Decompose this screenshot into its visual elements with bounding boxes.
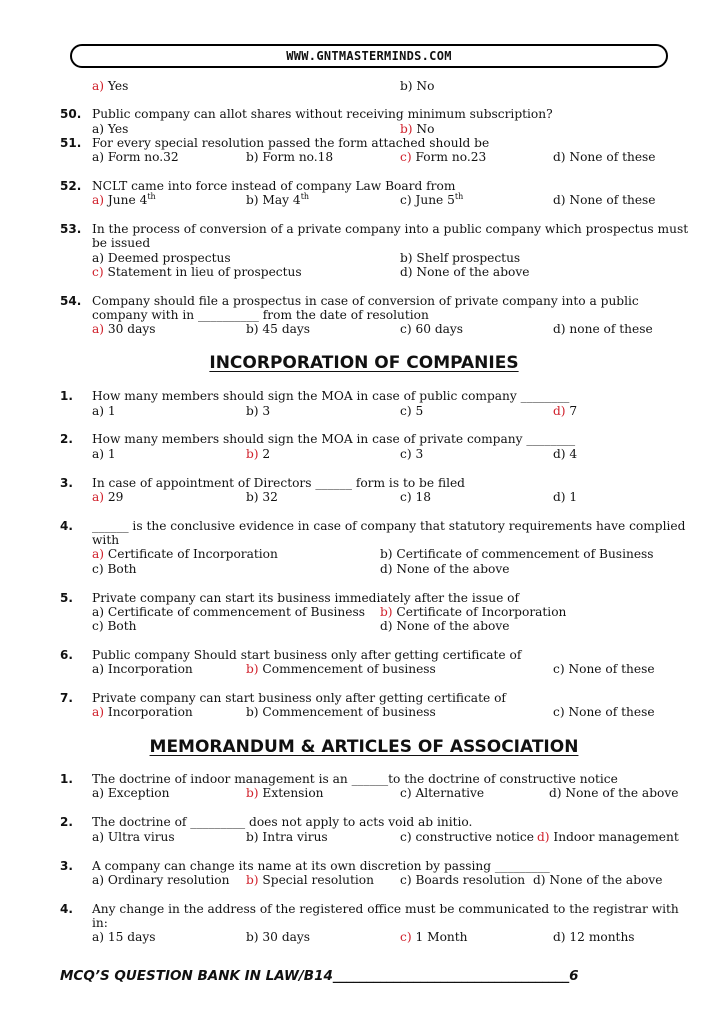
line-text: Private company can start business only after getting certificate of <box>92 691 506 705</box>
question-line <box>380 547 654 561</box>
question-line <box>246 873 374 887</box>
line-text: c) None of these <box>553 662 655 676</box>
question-line <box>246 930 310 944</box>
line-text: in: <box>92 916 108 930</box>
question-line <box>553 930 635 944</box>
line-text: b) 30 days <box>246 930 311 944</box>
question-line <box>92 136 489 150</box>
line-text: Special resolution <box>258 873 374 887</box>
line-text: th <box>300 192 310 201</box>
line-text: Yes <box>104 79 129 93</box>
question-line <box>400 930 468 944</box>
line-text: d) None of the above <box>400 265 530 279</box>
question-line <box>92 547 278 561</box>
line-text: a) Form no.32 <box>92 150 179 164</box>
question-number: 4. <box>60 902 73 916</box>
line-text: b) <box>380 605 393 619</box>
line-text: c) 5 <box>400 404 424 418</box>
question-line <box>549 786 678 800</box>
line-text: a) 15 days <box>92 930 156 944</box>
question-line <box>92 662 193 676</box>
line-text: How many members should sign the MOA in case of public company ________ <box>92 389 570 403</box>
question-line <box>533 873 662 887</box>
question-line <box>92 873 229 887</box>
question-number: 6. <box>60 648 73 662</box>
line-text: c) Alternative <box>400 786 485 800</box>
question-line <box>246 786 324 800</box>
line-text: Statement in lieu of prospectus <box>103 265 302 279</box>
question-number: 51. <box>60 136 82 150</box>
question-number: 50. <box>60 107 82 121</box>
line-text: 7 <box>565 404 578 418</box>
question-line <box>553 404 577 418</box>
section-title-memorandum: MEMORANDUM & ARTICLES OF ASSOCIATION <box>149 737 579 757</box>
question-line <box>553 490 577 504</box>
line-text: A company can change its name at its own discretion by passing _________ <box>92 859 550 873</box>
question-line <box>246 662 436 676</box>
line-text: The doctrine of _________ does not apply to acts void ab initio. <box>92 815 473 829</box>
line-text: Certificate of Incorporation <box>104 547 278 561</box>
question-line <box>380 619 509 633</box>
question-line <box>553 150 656 164</box>
question-line <box>400 322 463 336</box>
question-line <box>92 562 137 576</box>
question-line <box>400 122 434 136</box>
line-text: a) Ultra virus <box>92 830 175 844</box>
line-text: be issued <box>92 236 151 250</box>
question-line <box>92 648 521 662</box>
question-line <box>92 432 575 446</box>
question-line <box>92 691 506 705</box>
line-text: a) <box>92 490 105 504</box>
line-text: a) Incorporation <box>92 662 193 676</box>
question-line <box>400 251 520 265</box>
question-line <box>92 236 150 250</box>
line-text: a) <box>92 705 105 719</box>
line-text: b) Form no.18 <box>246 150 334 164</box>
line-text: In case of appointment of Directors ______ form is to be filed <box>92 476 465 490</box>
question-line <box>92 705 193 719</box>
question-line <box>92 591 519 605</box>
line-text: a) 1 <box>92 447 116 461</box>
line-text: Incorporation <box>104 705 193 719</box>
line-text: b) <box>246 662 259 676</box>
question-number: 5. <box>60 591 73 605</box>
line-text: d) None of the above <box>533 873 663 887</box>
question-line <box>92 476 465 490</box>
question-number: 7. <box>60 691 73 705</box>
line-text: Any change in the address of the registered office must be communicated to the registrar with <box>92 902 679 916</box>
line-text: The doctrine of indoor management is an ______to the doctrine of constructive notice <box>92 772 618 786</box>
line-text: b) <box>246 873 259 887</box>
line-text: Public company can allot shares without receiving minimum subscription? <box>92 107 553 121</box>
question-line <box>92 389 569 403</box>
question-line <box>92 107 553 121</box>
line-text: d) <box>537 830 550 844</box>
line-text: b) No <box>400 79 435 93</box>
question-line <box>400 404 423 418</box>
question-line <box>92 859 550 873</box>
line-text: Extension <box>258 786 324 800</box>
line-text: a) <box>92 79 105 93</box>
line-text: a) <box>92 547 105 561</box>
line-text: a) Ordinary resolution <box>92 873 230 887</box>
line-text: June 4 <box>104 193 148 207</box>
line-text: d) None of the above <box>380 619 510 633</box>
question-line <box>246 705 436 719</box>
line-text: NCLT came into force instead of company Law Board from <box>92 179 456 193</box>
question-number: 53. <box>60 222 82 236</box>
question-line <box>92 308 429 322</box>
line-text: b) <box>400 122 413 136</box>
line-text: c) constructive notice <box>400 830 534 844</box>
question-line <box>246 193 309 207</box>
question-line <box>92 150 179 164</box>
question-number: 54. <box>60 294 82 308</box>
question-line <box>400 830 534 844</box>
question-line <box>92 786 170 800</box>
section-title-incorporation: INCORPORATION OF COMPANIES <box>209 353 519 373</box>
question-line <box>92 916 108 930</box>
line-text: d) 1 <box>553 490 578 504</box>
question-line <box>92 447 116 461</box>
question-line <box>92 322 156 336</box>
question-line <box>92 490 123 504</box>
question-line <box>92 404 116 418</box>
line-text: a) Exception <box>92 786 170 800</box>
line-text: c) 3 <box>400 447 424 461</box>
line-text: b) May 4 <box>246 193 301 207</box>
line-text: For every special resolution passed the form attached should be <box>92 136 490 150</box>
question-line <box>92 605 365 619</box>
question-line <box>92 122 128 136</box>
question-line <box>92 772 618 786</box>
line-text: a) Yes <box>92 122 129 136</box>
question-line <box>92 902 679 916</box>
line-text: 2 <box>258 447 271 461</box>
line-text: c) <box>92 265 104 279</box>
line-text: b) 45 days <box>246 322 311 336</box>
question-line <box>246 447 270 461</box>
question-line <box>400 150 486 164</box>
question-line <box>92 265 302 279</box>
line-text: How many members should sign the MOA in case of private company ________ <box>92 432 576 446</box>
line-text: c) Both <box>92 619 137 633</box>
line-text: c) June 5 <box>400 193 455 207</box>
line-text: 29 <box>104 490 124 504</box>
line-text: c) Boards resolution <box>400 873 526 887</box>
question-line <box>400 193 463 207</box>
line-text: b) Shelf prospectus <box>400 251 521 265</box>
line-text: c) <box>400 930 412 944</box>
question-line <box>92 519 685 533</box>
line-text: b) Certificate of commencement of Business <box>380 547 654 561</box>
question-number: 1. <box>60 389 73 403</box>
line-text: th <box>454 192 464 201</box>
line-text: b) <box>246 447 259 461</box>
line-text: c) 18 <box>400 490 431 504</box>
question-line <box>246 830 328 844</box>
question-line <box>92 619 137 633</box>
question-line <box>400 79 434 93</box>
question-line <box>246 322 310 336</box>
line-text: Certificate of Incorporation <box>392 605 567 619</box>
question-line <box>92 533 119 547</box>
question-line <box>92 251 231 265</box>
line-text: In the process of conversion of a private company into a public company which prospectus must <box>92 222 689 236</box>
question-line <box>400 265 529 279</box>
question-line <box>553 705 655 719</box>
line-text: b) <box>246 786 259 800</box>
line-text: 30 days <box>104 322 156 336</box>
question-line <box>92 193 156 207</box>
question-line <box>246 150 333 164</box>
line-text: Commencement of business <box>258 662 436 676</box>
question-line <box>553 662 655 676</box>
question-number: 2. <box>60 432 73 446</box>
line-text: Form no.23 <box>411 150 487 164</box>
question-line <box>92 179 455 193</box>
line-text: c) 60 days <box>400 322 464 336</box>
question-line <box>380 605 566 619</box>
question-line <box>92 79 128 93</box>
line-text: d) 4 <box>553 447 578 461</box>
question-line <box>92 294 639 308</box>
line-text: 1 Month <box>411 930 468 944</box>
question-number: 3. <box>60 476 73 490</box>
question-line <box>400 873 525 887</box>
question-line <box>246 404 270 418</box>
line-text: th <box>147 192 156 201</box>
line-text: with <box>92 533 120 547</box>
question-number: 3. <box>60 859 73 873</box>
line-text: c) Both <box>92 562 137 576</box>
line-text: d) <box>553 404 566 418</box>
question-number: 1. <box>60 772 73 786</box>
line-text: d) None of these <box>553 150 656 164</box>
line-text: No <box>412 122 435 136</box>
question-line <box>553 193 656 207</box>
website-header: WWW.GNTMASTERMINDS.COM <box>70 44 668 68</box>
page-footer: MCQ’S QUESTION BANK IN LAW/B14___________________________________6 <box>60 968 579 984</box>
line-text: b) Commencement of business <box>246 705 436 719</box>
line-text: Public company Should start business only after getting certificate of <box>92 648 522 662</box>
line-text: Indoor management <box>549 830 679 844</box>
question-line <box>553 447 577 461</box>
question-line <box>553 322 653 336</box>
question-number: 52. <box>60 179 82 193</box>
line-text: d) None of these <box>553 193 656 207</box>
question-line <box>92 930 156 944</box>
line-text: b) 3 <box>246 404 271 418</box>
question-line <box>400 786 484 800</box>
question-number: 4. <box>60 519 73 533</box>
question-line <box>92 222 688 236</box>
line-text: a) Deemed prospectus <box>92 251 231 265</box>
question-line <box>400 447 423 461</box>
line-text: d) None of the above <box>380 562 510 576</box>
line-text: a) 1 <box>92 404 116 418</box>
line-text: b) 32 <box>246 490 278 504</box>
line-text: ______ is the conclusive evidence in case of company that statutory requirements have complied <box>92 519 686 533</box>
question-line <box>380 562 509 576</box>
line-text: d) none of these <box>553 322 653 336</box>
line-text: d) 12 months <box>553 930 635 944</box>
line-text: Company should file a prospectus in case of conversion of private company into a public <box>92 294 639 308</box>
line-text: c) None of these <box>553 705 655 719</box>
question-line <box>92 815 472 829</box>
question-line <box>400 490 431 504</box>
line-text: a) <box>92 193 105 207</box>
question-line <box>246 490 278 504</box>
line-text: Private company can start its business immediately after the issue of <box>92 591 520 605</box>
line-text: d) None of the above <box>549 786 679 800</box>
line-text: a) <box>92 322 105 336</box>
question-line <box>92 830 175 844</box>
line-text: a) Certificate of commencement of Business <box>92 605 365 619</box>
line-text: c) <box>400 150 412 164</box>
line-text: b) Intra virus <box>246 830 328 844</box>
question-line <box>537 830 679 844</box>
question-number: 2. <box>60 815 73 829</box>
line-text: company with in __________ from the date of resolution <box>92 308 429 322</box>
